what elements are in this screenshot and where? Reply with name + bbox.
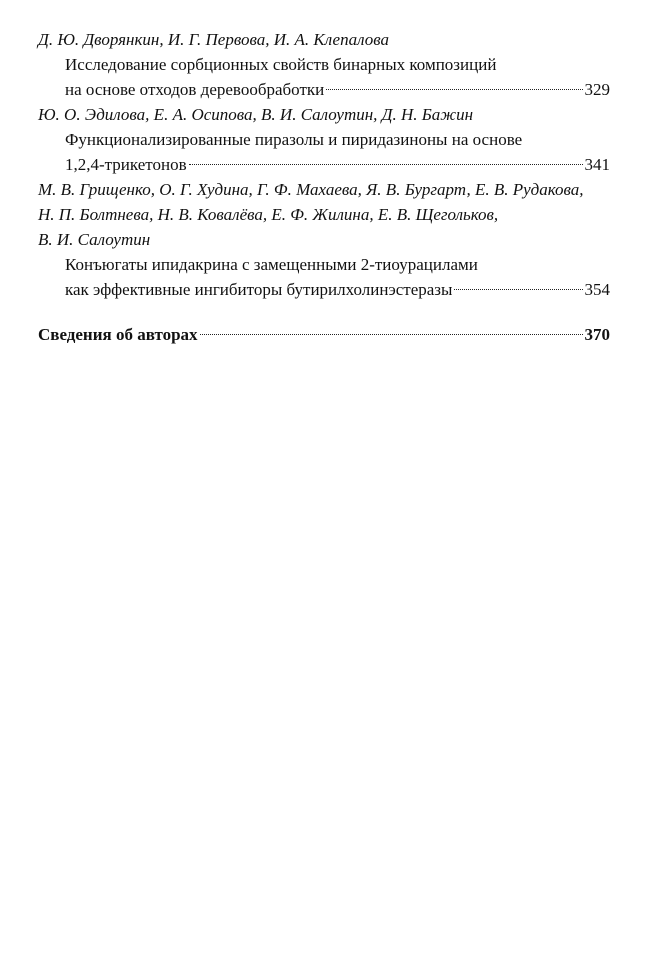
entry-title-last-line [38, 152, 610, 177]
toc-entry [38, 102, 610, 177]
dot-leader [454, 289, 582, 290]
entry-authors: Д. Ю. Дворянкин, И. Г. Первова, И. А. Клепалова [38, 30, 389, 49]
table-of-contents [38, 27, 610, 347]
dot-leader [189, 164, 583, 165]
section-page-number: 370 [584, 325, 610, 344]
entry-title-line: Конъюгаты ипидакрина с замещенными 2-тиоурацилами [65, 255, 478, 274]
entry-title-last-line [38, 77, 610, 102]
entry-title-text: как эффективные ингибиторы бутирилхолинэстеразы [65, 280, 453, 299]
entry-page-number: 354 [584, 280, 610, 299]
entry-title-last-line [38, 277, 610, 302]
entry-page-number: 329 [584, 80, 610, 99]
section-label: Сведения об авторах [38, 325, 198, 344]
toc-entry [38, 177, 610, 302]
dot-leader [200, 334, 583, 335]
toc-entry [38, 27, 610, 102]
entry-authors: Ю. О. Эдилова, Е. А. Осипова, В. И. Салоутин, Д. Н. Бажин [38, 105, 474, 124]
entry-title-line: Исследование сорбционных свойств бинарных композиций [65, 55, 497, 74]
toc-section-authors-info [38, 322, 610, 347]
entry-authors: М. В. Грищенко, О. Г. Худина, Г. Ф. Махаева, Я. В. Бургарт, Е. В. Рудакова, Н. П. Болтнева, Н. В. Ковалёва, Е. Ф. Жилина, Е. В. Щегольков, В. И. Салоутин [38, 180, 584, 249]
entry-page-number: 341 [584, 155, 610, 174]
entry-title-text: на основе отходов деревообработки [65, 80, 325, 99]
dot-leader [326, 89, 582, 90]
entry-title-text: 1,2,4-трикетонов [65, 155, 187, 174]
entry-title-line: Функционализированные пиразолы и пиридазиноны на основе [65, 130, 523, 149]
